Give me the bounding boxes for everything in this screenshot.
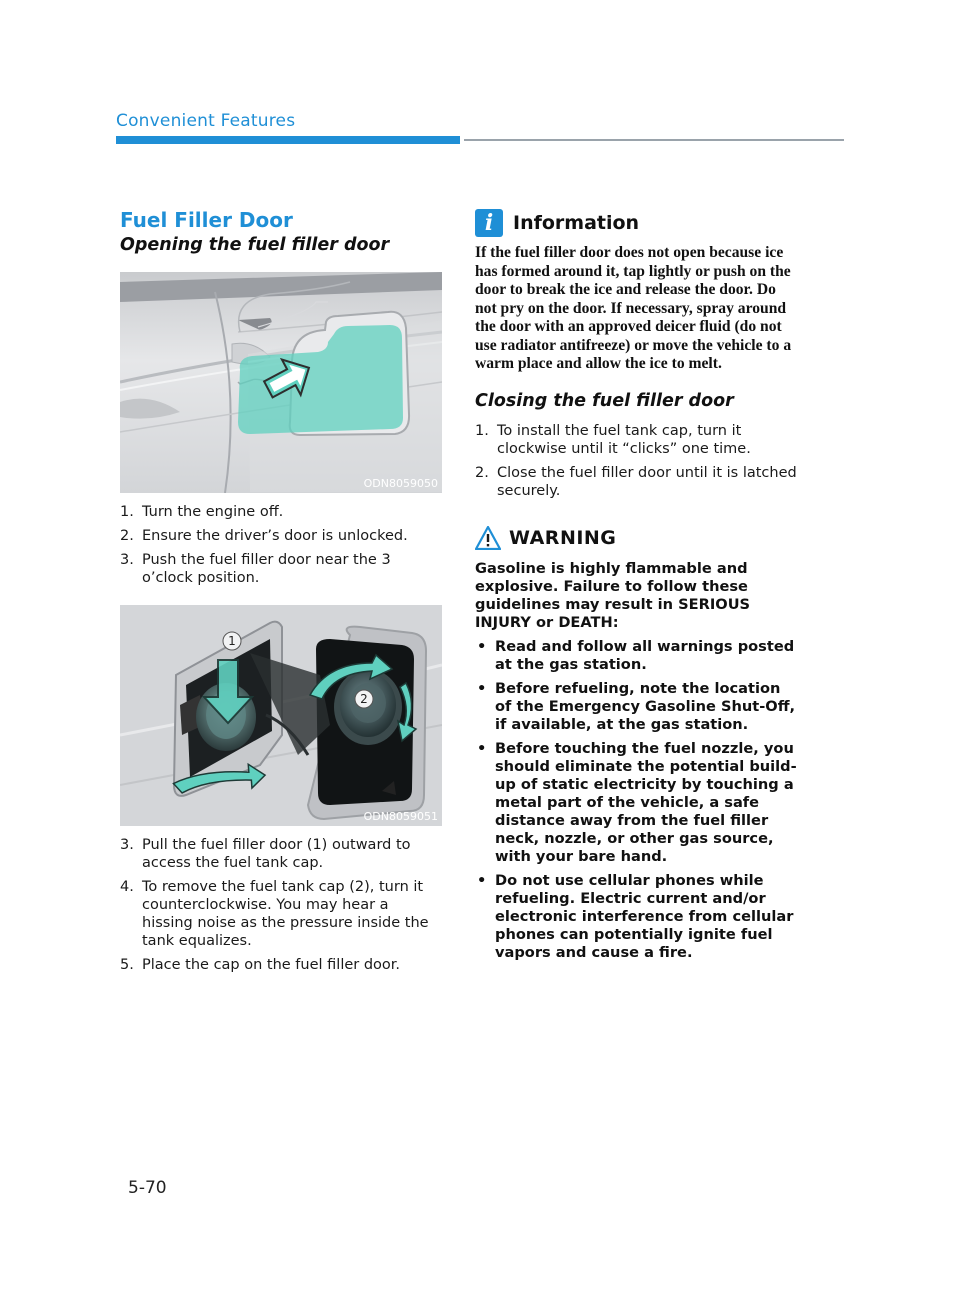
list-item [120, 551, 442, 587]
step-number: 3. [120, 552, 134, 568]
fuel-cap-illustration [120, 605, 442, 826]
step-number: 1. [120, 504, 134, 520]
step-number: 5. [120, 957, 134, 973]
step-number: 2. [120, 528, 134, 544]
step-text: Close the fuel filler door until it is latched securely. [497, 464, 797, 499]
subsection-title-closing: Closing the fuel filler door [475, 390, 734, 411]
warning-header [475, 524, 800, 552]
step-number: 2. [475, 464, 489, 481]
list-item: • Before refueling, note the location of the Emergency Gasoline Shut-Off, if available, at the gas station. [475, 680, 800, 734]
callout-2: 2 [360, 692, 368, 706]
header-accent-bar [116, 136, 460, 144]
car-fuel-door-illustration [120, 272, 442, 493]
figure-open-fuel-door [120, 272, 442, 493]
list-item [120, 878, 442, 950]
figure-code: ODN8059050 [363, 477, 438, 490]
figure-remove-fuel-cap [120, 605, 442, 826]
step-text: Push the fuel filler door near the 3 o’clock position. [142, 552, 391, 586]
list-item [120, 503, 442, 521]
step-text: Place the cap on the fuel filler door. [142, 957, 401, 973]
steps-close-list [475, 422, 800, 500]
list-item [120, 956, 442, 974]
step-text: Pull the fuel filler door (1) outward to access the fuel tank cap. [142, 837, 411, 871]
right-column [475, 208, 800, 968]
information-label: Information [513, 212, 640, 234]
figure-code: ODN8059051 [363, 810, 438, 823]
information-icon: i [475, 209, 503, 237]
header-rule [464, 139, 844, 141]
chapter-title: Convenient Features [116, 111, 296, 131]
steps-open-list [120, 503, 442, 587]
step-number: 1. [475, 422, 489, 439]
list-item [120, 527, 442, 545]
list-item [475, 464, 800, 500]
information-header [475, 208, 800, 238]
list-item [475, 422, 800, 458]
warning-intro: Gasoline is highly flammable and explosive. Failure to follow these guidelines may result in SERIOUS INJURY or DEATH: [475, 559, 751, 631]
steps-remove-list [120, 836, 442, 974]
step-text: Turn the engine off. [142, 504, 284, 520]
step-text: To remove the fuel tank cap (2), turn it counterclockwise. You may hear a hissing noise as the pressure inside the tank equalizes. [142, 879, 429, 949]
list-item: • Read and follow all warnings posted at the gas station. [475, 638, 800, 674]
warning-list [475, 638, 800, 962]
information-text: If the fuel filler door does not open because ice has formed around it, tap lightly or push on the door to break the ice and release the door. Do not pry on the door. If necessary, spray around the door with an approved deicer fluid (do not use radiator antifreeze) or move the vehicle to a warm place and allow the ice to melt. [475, 244, 792, 372]
subsection-title-opening: Opening the fuel filler door [120, 235, 390, 255]
step-number: 4. [120, 879, 134, 895]
warning-label: WARNING [509, 526, 617, 549]
list-item [120, 836, 442, 872]
list-item: • Do not use cellular phones while refueling. Electric current and/or electronic interference from cellular phones can potentially ignite fuel vapors and cause a fire. [475, 872, 800, 962]
list-item: • Before touching the fuel nozzle, you should eliminate the potential build-up of static electricity by touching a metal part of the vehicle, a safe distance away from the fuel filler neck, nozzle, or other gas source, with your bare hand. [475, 740, 800, 866]
section-title: Fuel Filler Door [120, 208, 293, 232]
callout-1: 1 [228, 634, 236, 648]
page-number: 5-70 [128, 1178, 167, 1198]
warning-icon [475, 526, 501, 550]
step-text: To install the fuel tank cap, turn it clockwise until it “clicks” one time. [497, 422, 751, 457]
step-number: 3. [120, 837, 134, 853]
left-column [120, 208, 442, 980]
step-text: Ensure the driver’s door is unlocked. [142, 528, 408, 544]
